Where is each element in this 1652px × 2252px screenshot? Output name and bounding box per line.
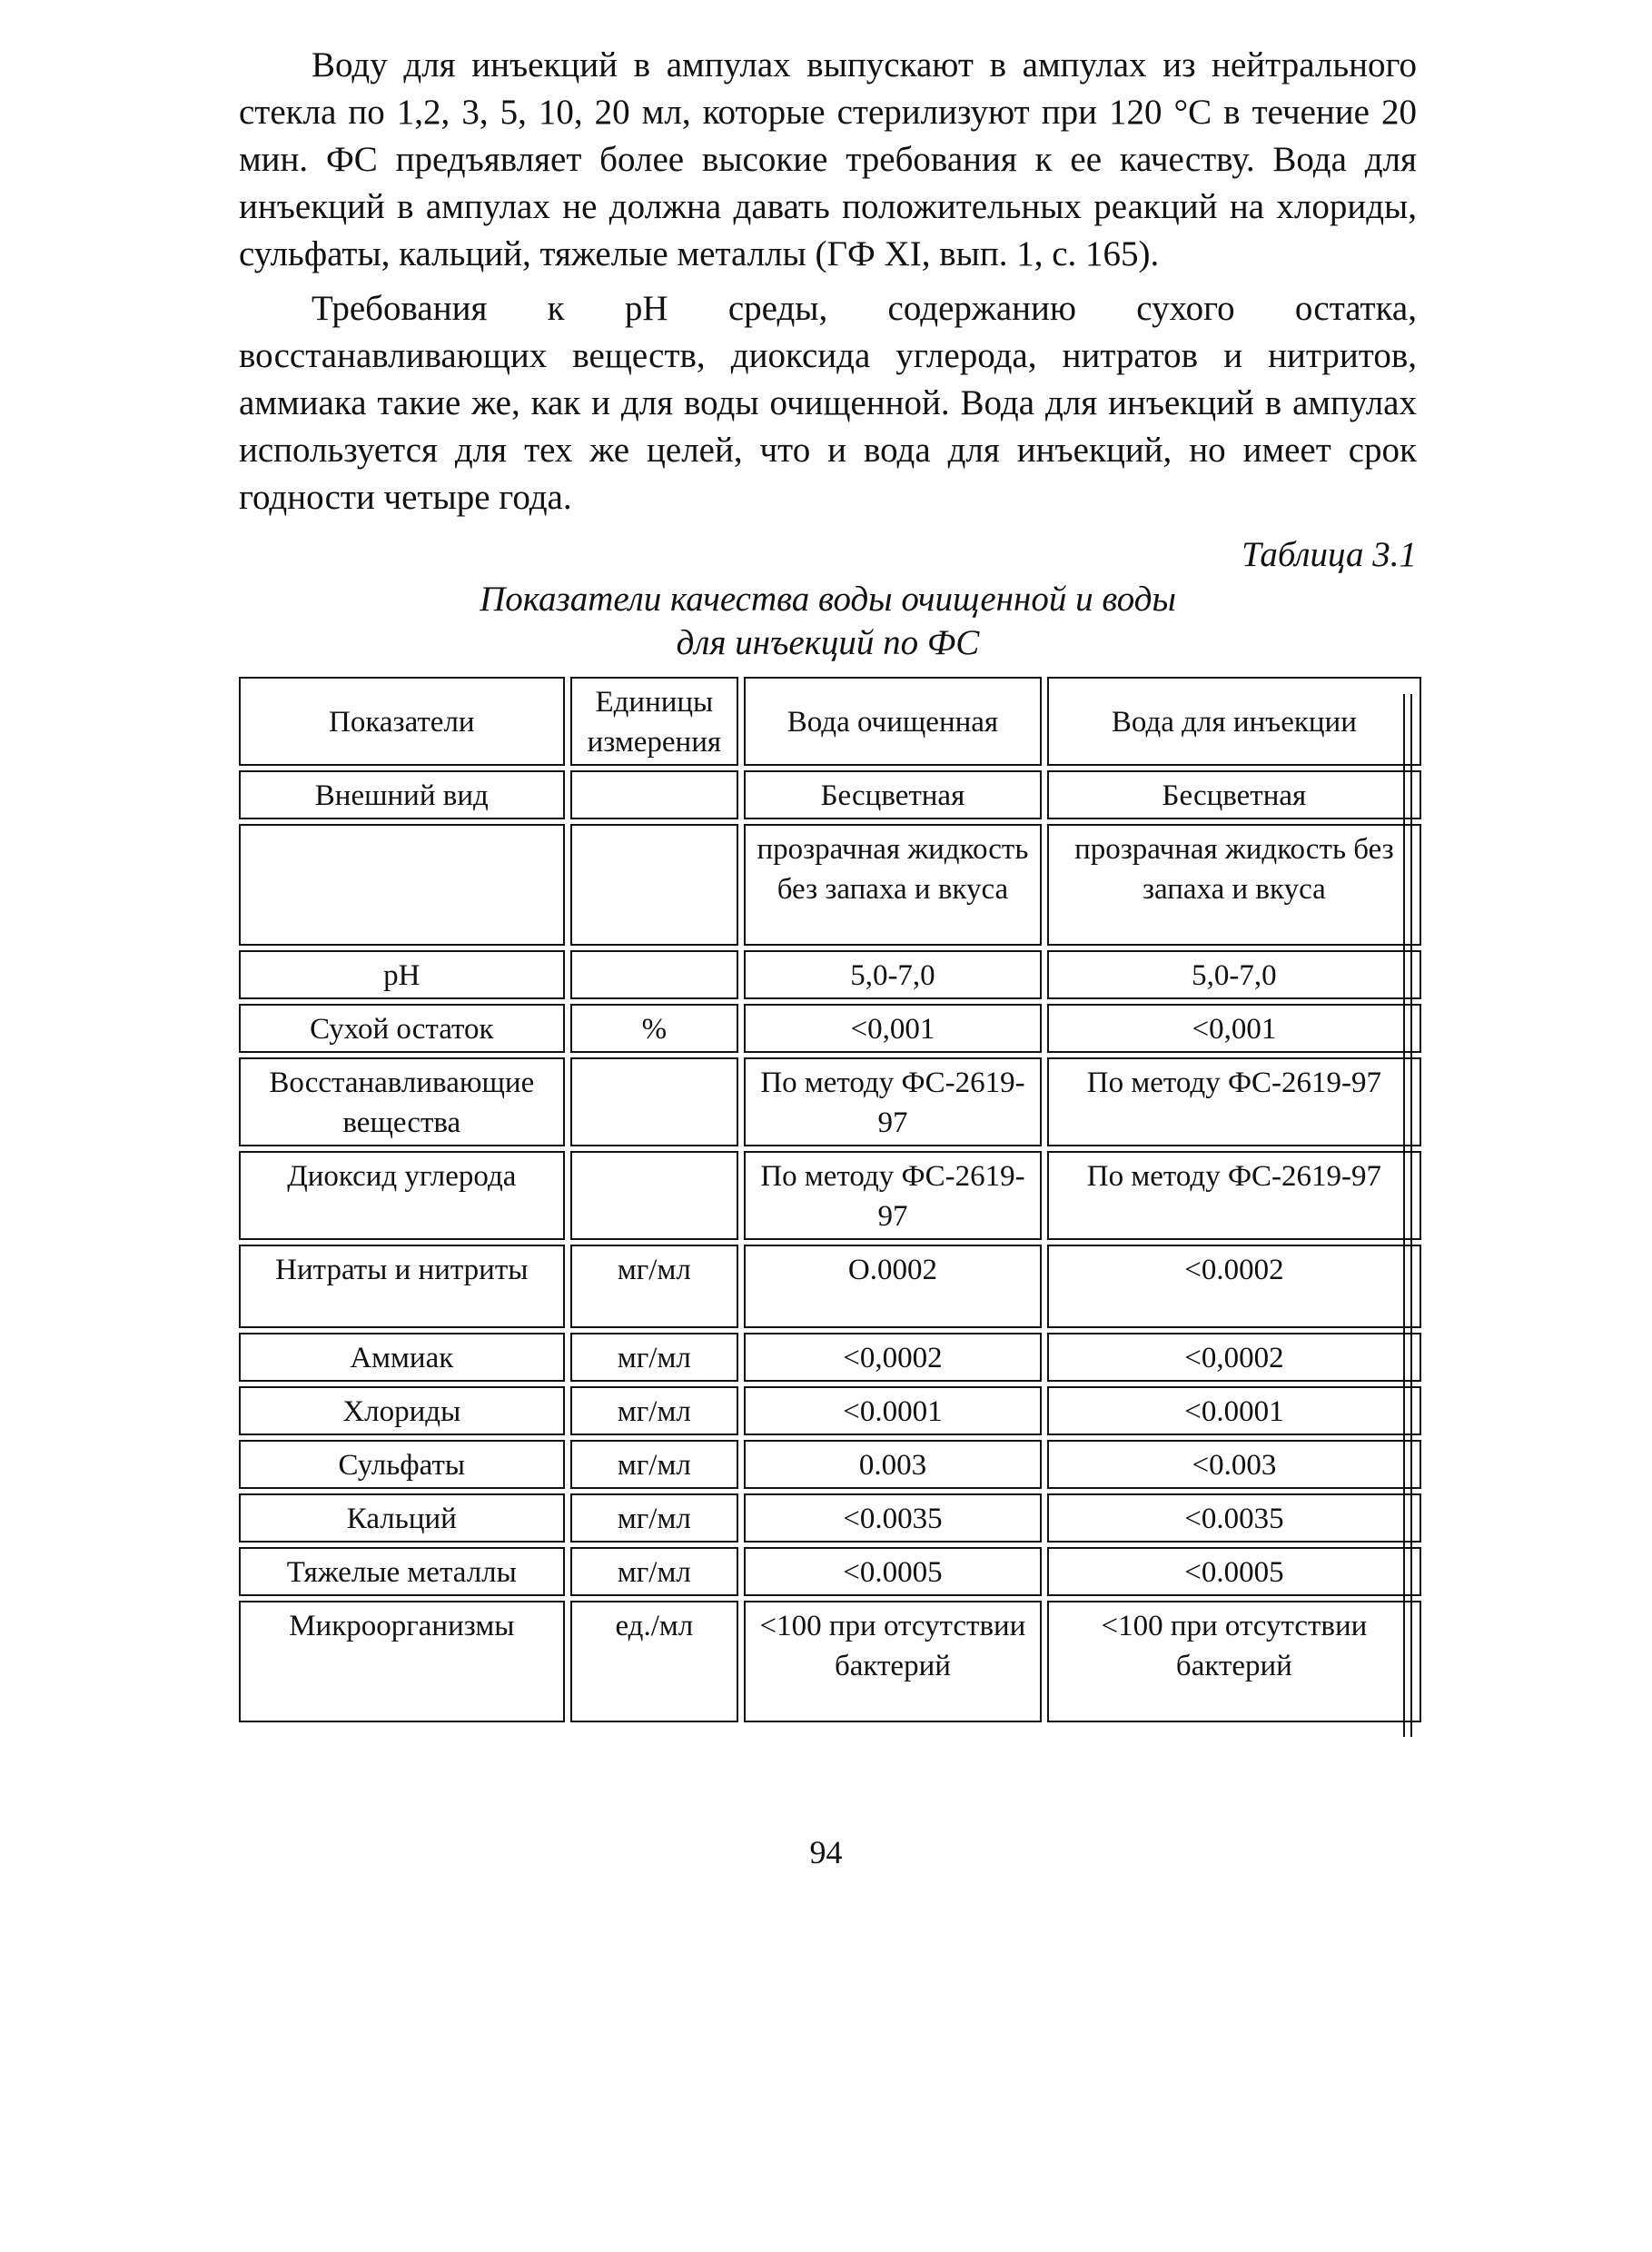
- cell-unit: мг/мл: [570, 1333, 738, 1382]
- cell-injection-water: <0.0001: [1047, 1386, 1421, 1435]
- cell-unit: [570, 770, 738, 819]
- cell-unit: мг/мл: [570, 1440, 738, 1489]
- header-unit: Единицы измерения: [570, 677, 738, 766]
- cell-indicator: [239, 824, 565, 946]
- cell-injection-water: прозрачная жидкость без запаха и вкуса: [1047, 824, 1421, 946]
- table-row: [239, 1245, 1421, 1328]
- cell-purified-water: 5,0-7,0: [744, 950, 1042, 999]
- cell-injection-water: <0,001: [1047, 1004, 1421, 1053]
- cell-injection-water: По методу ФС-2619-97: [1047, 1151, 1421, 1240]
- cell-unit: мг/мл: [570, 1245, 738, 1328]
- cell-purified-water: <0,0002: [744, 1333, 1042, 1382]
- cell-indicator: Сульфаты: [239, 1440, 565, 1489]
- cell-purified-water: <0.0035: [744, 1493, 1042, 1543]
- cell-purified-water: Бесцветная: [744, 770, 1042, 819]
- table-header-row: [239, 677, 1421, 766]
- table-number: Таблица 3.1: [1241, 535, 1417, 574]
- paragraph-2: Требования к pH среды, содержанию сухого остатка, восстанавливающих веществ, диоксида углерода, нитратов и нитритов, аммиака такие же, как и для воды очищенной. Вода для инъекций в ампулах используется для тех же целей, что и вода для инъекций, но имеет срок годности четыре года.: [239, 289, 1417, 517]
- quality-table: [233, 672, 1427, 1727]
- table-row: [239, 1004, 1421, 1053]
- table-row: [239, 1601, 1421, 1722]
- table-row: [239, 1057, 1421, 1146]
- cell-indicator: Диоксид углерода: [239, 1151, 565, 1240]
- page-number: 94: [809, 1834, 843, 1870]
- table-row: [239, 1333, 1421, 1382]
- cell-purified-water: прозрачная жидкость без запаха и вкуса: [744, 824, 1042, 946]
- cell-injection-water: <0.0002: [1047, 1245, 1421, 1328]
- cell-unit: мг/мл: [570, 1547, 738, 1596]
- cell-purified-water: По методу ФС-2619-97: [744, 1057, 1042, 1146]
- quality-table-body: [239, 677, 1421, 1722]
- cell-injection-water: <0.0035: [1047, 1493, 1421, 1543]
- table-row: [239, 824, 1421, 946]
- cell-indicator: Восстанавливающие вещества: [239, 1057, 565, 1146]
- cell-indicator: pH: [239, 950, 565, 999]
- cell-indicator: Микроорганизмы: [239, 1601, 565, 1722]
- cell-injection-water: <0,0002: [1047, 1333, 1421, 1382]
- cell-unit: [570, 1151, 738, 1240]
- cell-indicator: Нитраты и нитриты: [239, 1245, 565, 1328]
- cell-injection-water: По методу ФС-2619-97: [1047, 1057, 1421, 1146]
- cell-injection-water: <0.003: [1047, 1440, 1421, 1489]
- table-row: [239, 1151, 1421, 1240]
- header-injection-water: Вода для инъекции: [1047, 677, 1421, 766]
- table-row: [239, 1547, 1421, 1596]
- header-indicator: Показатели: [239, 677, 565, 766]
- table-title-line-2: для инъекций по ФС: [676, 623, 980, 662]
- cell-injection-water: <100 при отсутствии бактерий: [1047, 1601, 1421, 1722]
- cell-injection-water: <0.0005: [1047, 1547, 1421, 1596]
- paragraph-1: Воду для инъекций в ампулах выпускают в ампулах из нейтрального стекла по 1,2, 3, 5, 10, 20 мл, которые стерилизуют при 120 °С в течение 20 мин. ФС предъявляет более высокие требования к ее качеству. Вода для инъекций в ампулах не должна давать положительных реакций на хлориды, сульфаты, кальций, тяжелые металлы (ГФ XI, вып. 1, с. 165).: [239, 45, 1417, 273]
- table-title-line-1: Показатели качества воды очищенной и воды: [480, 580, 1176, 619]
- header-purified-water: Вода очищенная: [744, 677, 1042, 766]
- cell-purified-water: O.0002: [744, 1245, 1042, 1328]
- cell-indicator: Кальций: [239, 1493, 565, 1543]
- cell-injection-water: Бесцветная: [1047, 770, 1421, 819]
- table-row: [239, 1386, 1421, 1435]
- cell-injection-water: 5,0-7,0: [1047, 950, 1421, 999]
- cell-purified-water: <0.0001: [744, 1386, 1042, 1435]
- cell-unit: [570, 824, 738, 946]
- cell-unit: мг/мл: [570, 1493, 738, 1543]
- table-row: [239, 1493, 1421, 1543]
- cell-purified-water: <100 при отсутствии бактерий: [744, 1601, 1042, 1722]
- cell-indicator: Тяжелые металлы: [239, 1547, 565, 1596]
- table-right-edge-line-outer: [1410, 694, 1412, 1737]
- cell-indicator: Хлориды: [239, 1386, 565, 1435]
- table-row: [239, 770, 1421, 819]
- cell-unit: ед./мл: [570, 1601, 738, 1722]
- table-row: [239, 1440, 1421, 1489]
- table-row: [239, 950, 1421, 999]
- cell-purified-water: По методу ФС-2619-97: [744, 1151, 1042, 1240]
- cell-indicator: Сухой остаток: [239, 1004, 565, 1053]
- page-content: [239, 42, 1417, 1727]
- cell-purified-water: 0.003: [744, 1440, 1042, 1489]
- table-right-edge-line: [1403, 694, 1405, 1737]
- cell-unit: [570, 1057, 738, 1146]
- cell-purified-water: <0.0005: [744, 1547, 1042, 1596]
- cell-indicator: Аммиак: [239, 1333, 565, 1382]
- cell-unit: мг/мл: [570, 1386, 738, 1435]
- cell-indicator: Внешний вид: [239, 770, 565, 819]
- cell-purified-water: <0,001: [744, 1004, 1042, 1053]
- cell-unit: %: [570, 1004, 738, 1053]
- cell-unit: [570, 950, 738, 999]
